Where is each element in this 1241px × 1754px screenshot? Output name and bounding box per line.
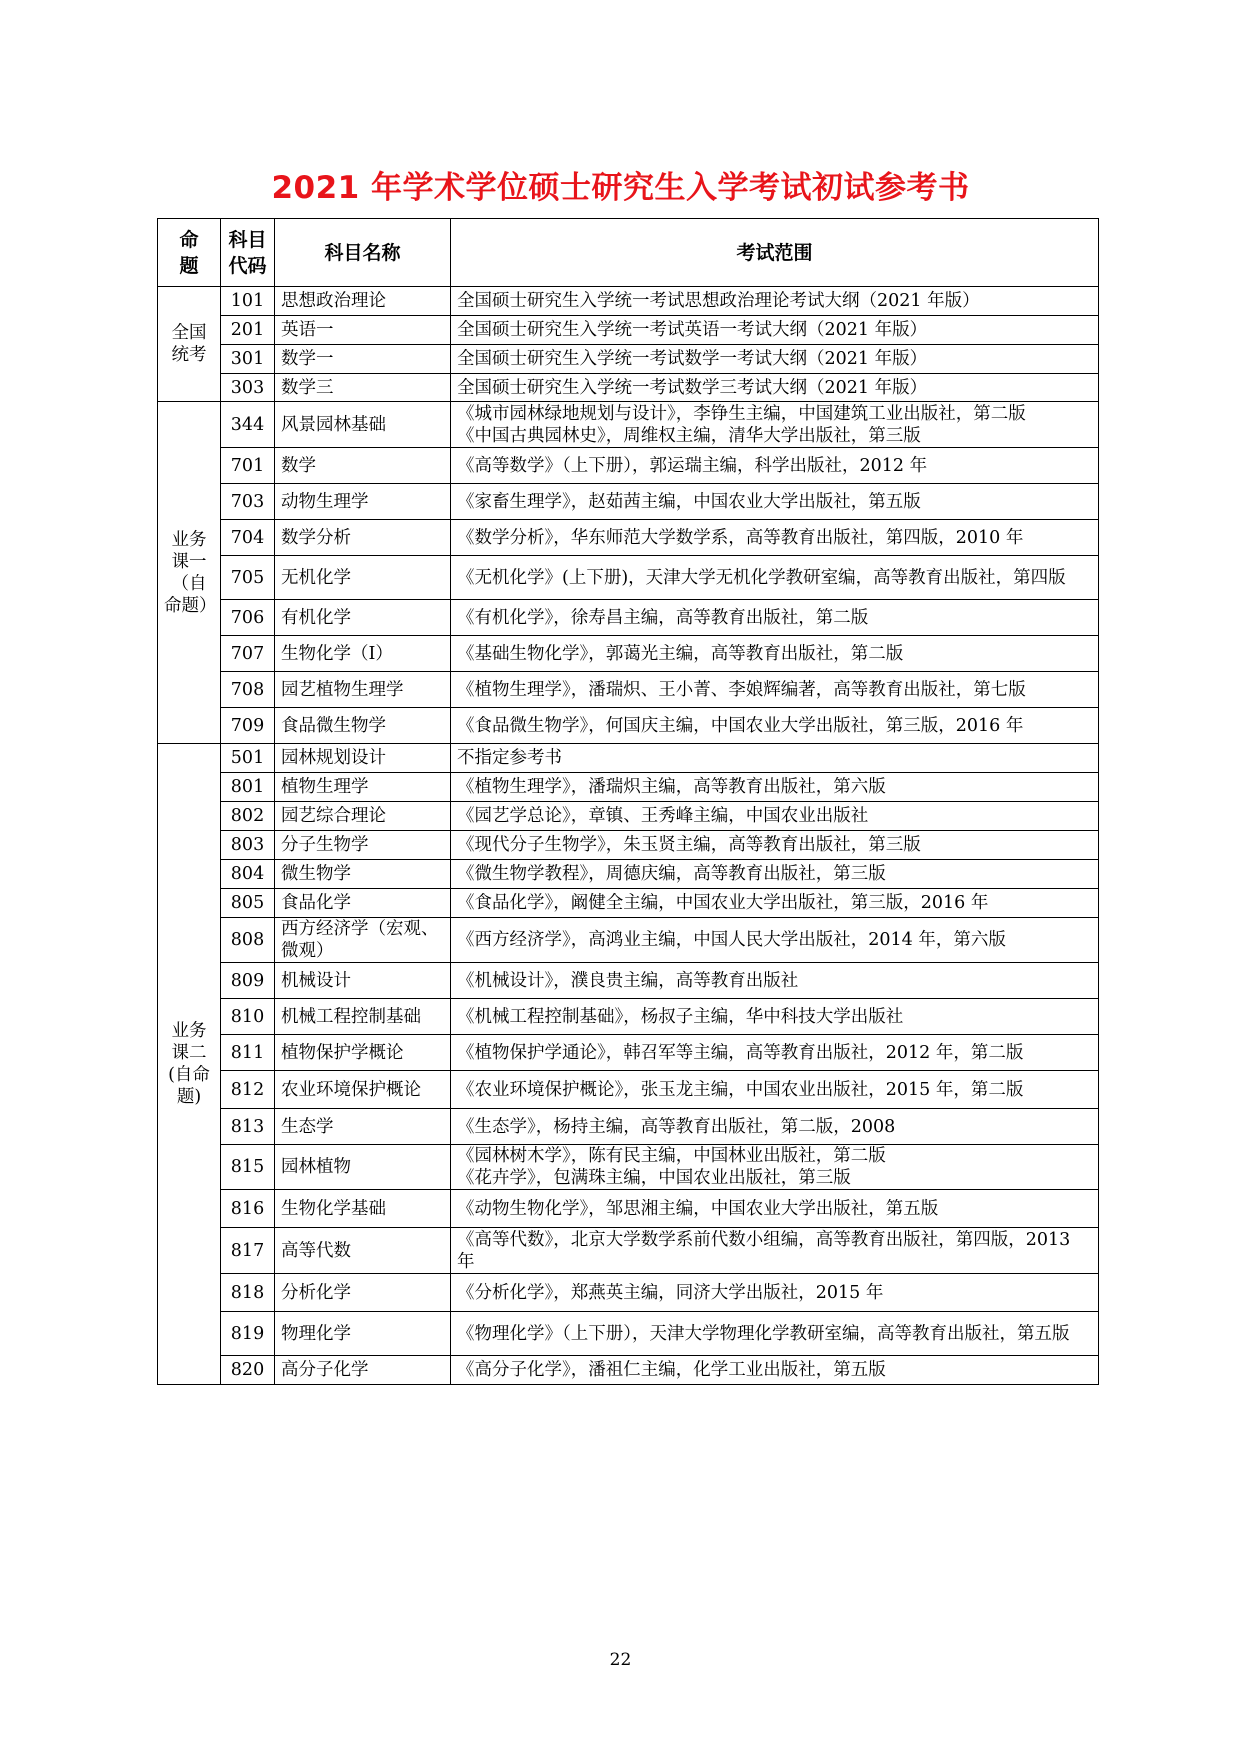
- table-row: [158, 1228, 1099, 1274]
- subject-name: 分子生物学: [275, 831, 451, 860]
- exam-scope: [451, 1071, 1099, 1109]
- subject-name: 数学: [275, 448, 451, 484]
- subject-code: 706: [221, 600, 275, 636]
- subject-code: 804: [221, 860, 275, 889]
- subject-name: 分析化学: [275, 1274, 451, 1312]
- reference-book: 全国硕士研究生入学统一考试思想政治理论考试大纲（2021 年版）: [457, 291, 980, 311]
- page-number: 22: [609, 1650, 632, 1670]
- group-label: 业务课二(自命题): [158, 744, 221, 1385]
- table-row: [158, 520, 1099, 556]
- subject-code: 201: [221, 316, 275, 345]
- subject-code: 707: [221, 636, 275, 672]
- subject-code: 801: [221, 773, 275, 802]
- table-row: [158, 600, 1099, 636]
- reference-book: 《基础生物化学》，郭蔼光主编，高等教育出版社，第二版: [457, 643, 904, 664]
- subject-code: 708: [221, 672, 275, 708]
- reference-book: 《分析化学》，郑燕英主编，同济大学出版社，2015 年: [457, 1282, 884, 1303]
- subject-name: 数学分析: [275, 520, 451, 556]
- reference-book: 《高等代数》，北京大学数学系前代数小组编，高等教育出版社，第四版，2013 年: [457, 1229, 1071, 1272]
- reference-book: 《现代分子生物学》，朱玉贤主编，高等教育出版社，第三版: [457, 835, 921, 855]
- reference-book: 《高等数学》（上下册），郭运瑞主编，科学出版社，2012 年: [457, 455, 928, 476]
- reference-book: 《家畜生理学》，赵茹茜主编，中国农业大学出版社，第五版: [457, 491, 921, 512]
- subject-name: 物理化学: [275, 1312, 451, 1356]
- table-row: [158, 918, 1099, 963]
- exam-scope: [451, 1190, 1099, 1228]
- exam-scope: [451, 448, 1099, 484]
- exam-scope: [451, 316, 1099, 345]
- subject-code: 709: [221, 708, 275, 744]
- subject-code: 101: [221, 287, 275, 316]
- table-row: [158, 889, 1099, 918]
- exam-scope: [451, 1312, 1099, 1356]
- subject-code: 816: [221, 1190, 275, 1228]
- group-label: 全国统考: [158, 287, 221, 402]
- subject-code: 301: [221, 345, 275, 374]
- exam-scope: [451, 802, 1099, 831]
- subject-name: 数学一: [275, 345, 451, 374]
- exam-scope: [451, 600, 1099, 636]
- subject-code: 818: [221, 1274, 275, 1312]
- table-row: [158, 316, 1099, 345]
- subject-code: 704: [221, 520, 275, 556]
- table-row: [158, 636, 1099, 672]
- subject-name: 有机化学: [275, 600, 451, 636]
- subject-code: 819: [221, 1312, 275, 1356]
- subject-name: 无机化学: [275, 556, 451, 600]
- subject-name: 生物化学基础: [275, 1190, 451, 1228]
- table-row: [158, 556, 1099, 600]
- exam-scope: [451, 374, 1099, 402]
- exam-scope: [451, 1109, 1099, 1145]
- header-scope: 考试范围: [451, 219, 1099, 287]
- reference-book: 《机械工程控制基础》，杨叔子主编，华中科技大学出版社: [457, 1006, 904, 1027]
- subject-name: 微生物学: [275, 860, 451, 889]
- subject-name: 机械工程控制基础: [275, 999, 451, 1035]
- subject-code: 809: [221, 963, 275, 999]
- subject-name: 机械设计: [275, 963, 451, 999]
- subject-name: 植物生理学: [275, 773, 451, 802]
- exam-scope: [451, 831, 1099, 860]
- table-row: [158, 287, 1099, 316]
- reference-book: 《西方经济学》，高鸿业主编，中国人民大学出版社，2014 年，第六版: [457, 930, 1006, 950]
- subject-name: 园林植物: [275, 1145, 451, 1190]
- reference-book: 《花卉学》，包满珠主编，中国农业出版社，第三版: [457, 1168, 851, 1188]
- header-type: 命题: [158, 219, 221, 287]
- exam-scope: [451, 860, 1099, 889]
- exam-scope: [451, 889, 1099, 918]
- subject-code: 811: [221, 1035, 275, 1071]
- exam-scope: [451, 773, 1099, 802]
- subject-code: 815: [221, 1145, 275, 1190]
- reference-book: 《食品微生物学》，何国庆主编，中国农业大学出版社，第三版，2016 年: [457, 715, 1024, 736]
- subject-code: 810: [221, 999, 275, 1035]
- table-row: [158, 1356, 1099, 1385]
- reference-book: 《有机化学》，徐寿昌主编，高等教育出版社，第二版: [457, 607, 869, 628]
- reference-book: 《物理化学》（上下册），天津大学物理化学教研室编，高等教育出版社，第五版: [457, 1323, 1070, 1344]
- subject-name: 食品化学: [275, 889, 451, 918]
- subject-name: 高等代数: [275, 1228, 451, 1274]
- subject-code: 705: [221, 556, 275, 600]
- exam-scope: [451, 636, 1099, 672]
- reference-book: 《园艺学总论》，章镇、王秀峰主编，中国农业出版社: [457, 806, 869, 826]
- subject-name: 动物生理学: [275, 484, 451, 520]
- subject-name: 风景园林基础: [275, 402, 451, 448]
- exam-scope: [451, 1274, 1099, 1312]
- reference-book: 《高分子化学》，潘祖仁主编，化学工业出版社，第五版: [457, 1360, 886, 1380]
- subject-code: 701: [221, 448, 275, 484]
- header-code: 科目代码: [221, 219, 275, 287]
- subject-name: 数学三: [275, 374, 451, 402]
- subject-code: 805: [221, 889, 275, 918]
- subject-code: 808: [221, 918, 275, 963]
- header-name: 科目名称: [275, 219, 451, 287]
- reference-book: 《机械设计》，濮良贵主编，高等教育出版社: [457, 970, 799, 991]
- table-row: [158, 672, 1099, 708]
- reference-book: 《微生物学教程》，周德庆编，高等教育出版社，第三版: [457, 864, 886, 884]
- table-row: [158, 1274, 1099, 1312]
- reference-book: 《生态学》，杨持主编，高等教育出版社，第二版，2008: [457, 1116, 896, 1137]
- subject-name: 园艺植物生理学: [275, 672, 451, 708]
- table-row: [158, 1190, 1099, 1228]
- exam-scope: [451, 708, 1099, 744]
- exam-scope: [451, 345, 1099, 374]
- reference-book: 《数学分析》，华东师范大学数学系，高等教育出版社，第四版，2010 年: [457, 527, 1024, 548]
- exam-scope: [451, 918, 1099, 963]
- table-row: [158, 999, 1099, 1035]
- subject-name: 食品微生物学: [275, 708, 451, 744]
- exam-scope: [451, 287, 1099, 316]
- exam-scope: [451, 963, 1099, 999]
- group-label: 业务课一（自命题）: [158, 402, 221, 744]
- table-row: [158, 708, 1099, 744]
- subject-name: 园林规划设计: [275, 744, 451, 773]
- subject-name: 英语一: [275, 316, 451, 345]
- reference-book: 《动物生物化学》，邹思湘主编，中国农业大学出版社，第五版: [457, 1198, 939, 1219]
- subject-code: 812: [221, 1071, 275, 1109]
- subject-code: 303: [221, 374, 275, 402]
- reference-book: 《城市园林绿地规划与设计》，李铮生主编，中国建筑工业出版社，第二版: [457, 403, 1026, 424]
- table-row: [158, 402, 1099, 448]
- exam-scope: [451, 556, 1099, 600]
- exam-scope: [451, 1356, 1099, 1385]
- subject-name: 生物化学（Ⅰ）: [275, 636, 451, 672]
- exam-scope: [451, 999, 1099, 1035]
- exam-scope: [451, 1035, 1099, 1071]
- reference-book: 《食品化学》，阚健全主编，中国农业大学出版社，第三版，2016 年: [457, 893, 989, 913]
- subject-code: 501: [221, 744, 275, 773]
- subject-code: 817: [221, 1228, 275, 1274]
- exam-scope: [451, 402, 1099, 448]
- table-header-row: [158, 219, 1099, 287]
- subject-name: 植物保护学概论: [275, 1035, 451, 1071]
- reference-book: 全国硕士研究生入学统一考试数学一考试大纲（2021 年版）: [457, 349, 928, 369]
- subject-code: 813: [221, 1109, 275, 1145]
- subject-name: 西方经济学（宏观、微观）: [275, 918, 451, 963]
- exam-scope: [451, 1228, 1099, 1274]
- reference-book: 《中国古典园林史》，周维权主编，清华大学出版社，第三版: [457, 425, 921, 446]
- reference-book: 不指定参考书: [457, 748, 562, 768]
- table-row: [158, 773, 1099, 802]
- reference-book: 全国硕士研究生入学统一考试数学三考试大纲（2021 年版）: [457, 377, 928, 398]
- table-row: [158, 345, 1099, 374]
- subject-name: 高分子化学: [275, 1356, 451, 1385]
- subject-name: 生态学: [275, 1109, 451, 1145]
- table-row: [158, 744, 1099, 773]
- table-row: [158, 448, 1099, 484]
- subject-code: 703: [221, 484, 275, 520]
- subject-name: 园艺综合理论: [275, 802, 451, 831]
- exam-scope: [451, 1145, 1099, 1190]
- reference-book: 全国硕士研究生入学统一考试英语一考试大纲（2021 年版）: [457, 320, 928, 340]
- reference-book-table: [157, 218, 1099, 1385]
- subject-code: 803: [221, 831, 275, 860]
- reference-book: 《植物生理学》，潘瑞炽主编，高等教育出版社，第六版: [457, 777, 886, 797]
- table-row: [158, 802, 1099, 831]
- table-row: [158, 1145, 1099, 1190]
- table-row: [158, 1035, 1099, 1071]
- table-row: [158, 963, 1099, 999]
- subject-name: 思想政治理论: [275, 287, 451, 316]
- subject-name: 农业环境保护概论: [275, 1071, 451, 1109]
- exam-scope: [451, 484, 1099, 520]
- table-row: [158, 860, 1099, 889]
- exam-scope: [451, 520, 1099, 556]
- reference-book: 《无机化学》(上下册)，天津大学无机化学教研室编，高等教育出版社，第四版: [457, 567, 1066, 588]
- table-row: [158, 1071, 1099, 1109]
- subject-code: 802: [221, 802, 275, 831]
- reference-book: 《植物保护学通论》，韩召军等主编，高等教育出版社，2012 年，第二版: [457, 1042, 1024, 1063]
- table-row: [158, 484, 1099, 520]
- table-row: [158, 374, 1099, 402]
- exam-scope: [451, 672, 1099, 708]
- page-title: 2021 年学术学位硕士研究生入学考试初试参考书: [271, 170, 970, 206]
- table-row: [158, 1312, 1099, 1356]
- subject-code: 820: [221, 1356, 275, 1385]
- reference-book: 《植物生理学》，潘瑞炽、王小菁、李娘辉编著，高等教育出版社，第七版: [457, 679, 1026, 700]
- table-row: [158, 831, 1099, 860]
- exam-scope: [451, 744, 1099, 773]
- reference-book: 《农业环境保护概论》，张玉龙主编，中国农业出版社，2015 年，第二版: [457, 1079, 1024, 1100]
- table-row: [158, 1109, 1099, 1145]
- reference-book: 《园林树木学》，陈有民主编，中国林业出版社，第二版: [457, 1146, 886, 1166]
- subject-code: 344: [221, 402, 275, 448]
